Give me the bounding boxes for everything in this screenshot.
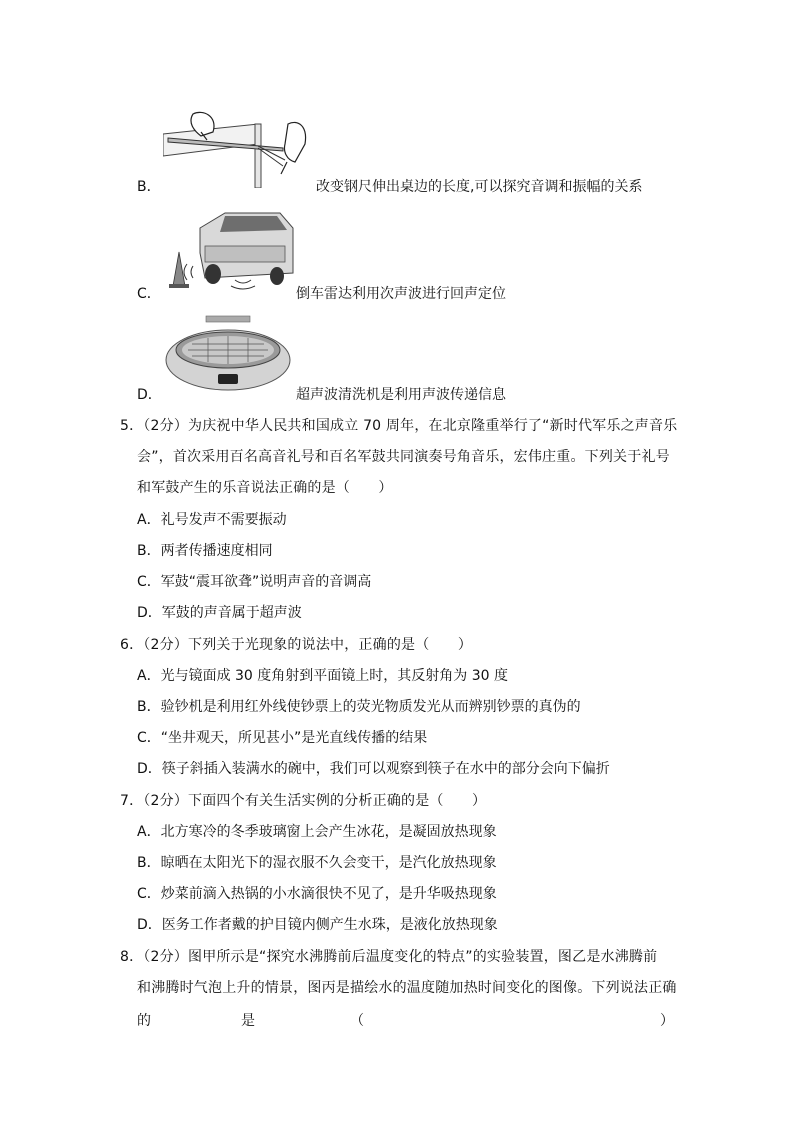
- q8-stem-line2: 和沸腾时气泡上升的情景，图丙是描绘水的温度随加热时间变化的图像。下列说法正确: [137, 980, 677, 996]
- q6-option-a: A．光与镜面成 30 度角射到平面镜上时，其反射角为 30 度: [137, 668, 509, 684]
- q5-option-b: B．两者传播速度相同: [137, 543, 273, 559]
- q8-stem-line3-b: 是: [241, 1013, 255, 1029]
- q6-option-d: D．筷子斜插入装满水的碗中，我们可以观察到筷子在水中的部分会向下偏折: [137, 761, 610, 777]
- ruler-table-image: [163, 104, 315, 188]
- q7-stem-line1: 7．（2分）下面四个有关生活实例的分析正确的是（ ）: [120, 793, 487, 809]
- q5-stem-line3: 和军鼓产生的乐音说法正确的是（ ）: [137, 480, 393, 496]
- q6-option-c: C．“坐井观天，所见甚小”是光直线传播的结果: [137, 730, 428, 746]
- q5-stem-line1: 5．（2分）为庆祝中华人民共和国成立 70 周年，在北京隆重举行了“新时代军乐之声音乐: [120, 418, 678, 434]
- q4-option-c-text: 倒车雷达利用次声波进行回声定位: [296, 286, 506, 302]
- q7-option-c: C．炒菜前滴入热锅的小水滴很快不见了，是升华吸热现象: [137, 886, 497, 902]
- q6-stem-line1: 6．（2分）下列关于光现象的说法中，正确的是（ ）: [120, 637, 473, 653]
- q7-option-b: B．晾晒在太阳光下的湿衣服不久会变干，是汽化放热现象: [137, 855, 497, 871]
- q4-option-b-text: 改变钢尺伸出桌边的长度,可以探究音调和振幅的关系: [316, 179, 643, 195]
- q5-option-d: D．军鼓的声音属于超声波: [137, 605, 302, 621]
- q4-option-d-label: D．: [137, 387, 162, 403]
- q8-stem-line1: 8．（2分）图甲所示是“探究水沸腾前后温度变化的特点”的实验装置，图乙是水沸腾前: [120, 949, 658, 965]
- q7-option-d: D．医务工作者戴的护目镜内侧产生水珠，是液化放热现象: [137, 917, 498, 933]
- q5-stem-line2: 会”，首次采用百名高音礼号和百名军鼓共同演奏号角音乐，宏伟庄重。下列关于礼号: [137, 449, 670, 465]
- q8-stem-line3-c: （: [350, 1013, 364, 1029]
- q7-option-a: A．北方寒冷的冬季玻璃窗上会产生冰花，是凝固放热现象: [137, 824, 497, 840]
- q8-stem-line3-a: 的: [137, 1013, 151, 1029]
- q4-option-c-label: C．: [137, 286, 161, 302]
- q6-option-b: B．验钞机是利用红外线使钞票上的荧光物质发光从而辨别钞票的真伪的: [137, 699, 581, 715]
- q8-stem-line3-d: ）: [660, 1013, 674, 1029]
- q4-option-b-label: B．: [137, 179, 161, 195]
- q5-option-a: A．礼号发声不需要振动: [137, 512, 287, 528]
- q5-option-c: C．军鼓“震耳欲聋”说明声音的音调高: [137, 574, 372, 590]
- car-radar-image: [165, 208, 295, 292]
- ultrasonic-cleaner-image: [162, 312, 294, 394]
- q4-option-d-text: 超声波清洗机是利用声波传递信息: [296, 387, 506, 403]
